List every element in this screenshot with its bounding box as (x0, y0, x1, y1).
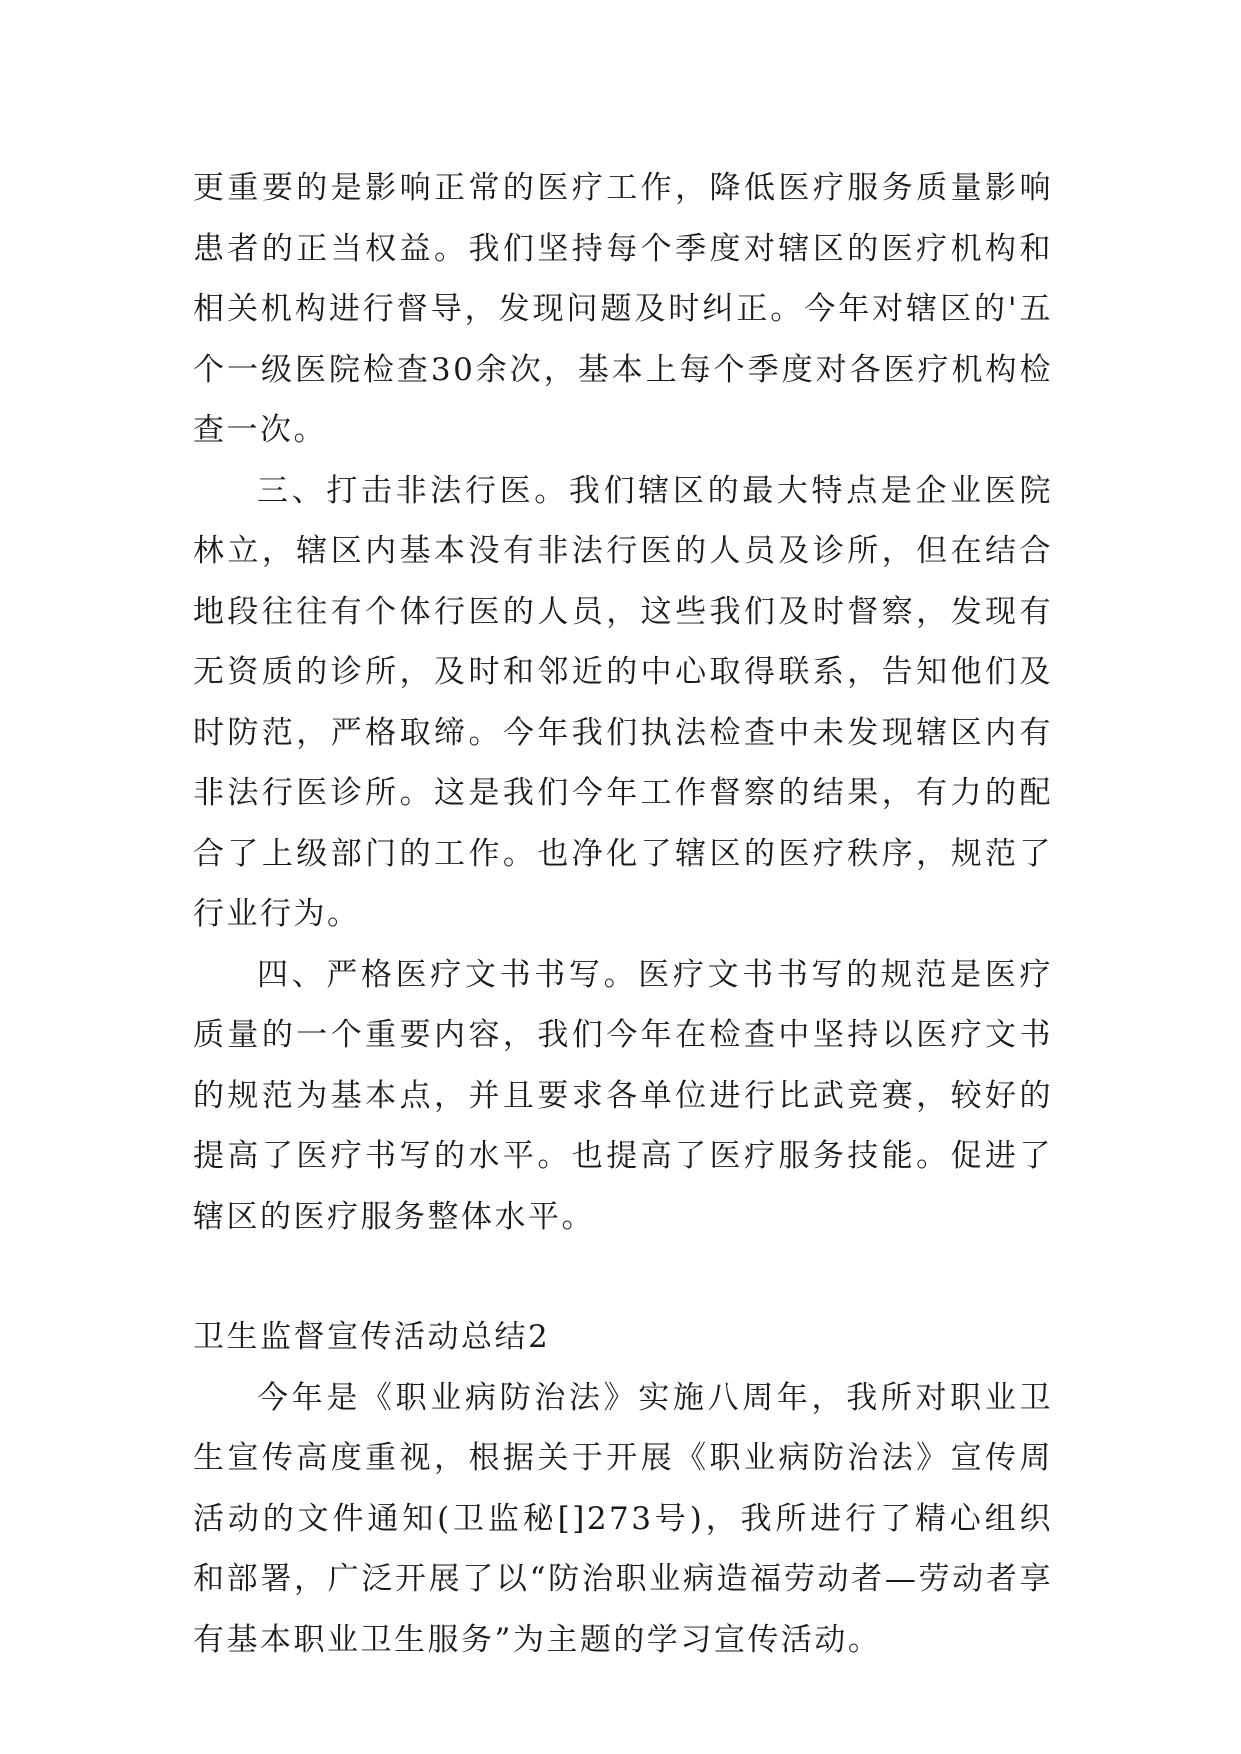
section-heading: 卫生监督宣传活动总结2 (193, 1319, 551, 1355)
paragraph-4: 今年是《职业病防治法》实施八周年，我所对职业卫生宣传高度重视，根据关于开展《职业病防治法》宣传周活动的文件通知(卫监秘[]273号)，我所进行了精心组织和部署，广泛开展了以“防治职业病造福劳动者—劳动者享有基本职业卫生服务”为主题的学习宣传活动。 (193, 1379, 1053, 1658)
section-spacer (193, 1247, 1053, 1307)
paragraph-3: 四、严格医疗文书书写。医疗文书书写的规范是医疗质量的一个重要内容，我们今年在检查中坚持以医疗文书的规范为基本点，并且要求各单位进行比武竞赛，较好的提高了医疗书写的水平。也提高了医疗服务技能。促进了辖区的医疗服务整体水平。 (193, 956, 1053, 1235)
paragraph-1: 更重要的是影响正常的医疗工作，降低医疗服务质量影响患者的正当权益。我们坚持每个季度对辖区的医疗机构和相关机构进行督导，发现问题及时纠正。今年对辖区的'五个一级医院检查30余次，基本上每个季度对各医疗机构检查一次。 (193, 170, 1053, 448)
document-body (193, 158, 1053, 1670)
paragraph-2: 三、打击非法行医。我们辖区的最大特点是企业医院林立，辖区内基本没有非法行医的人员及诊所，但在结合地段往往有个体行医的人员，这些我们及时督察，发现有无资质的诊所，及时和邻近的中心取得联系，告知他们及时防范，严格取缔。今年我们执法检查中未发现辖区内有非法行医诊所。这是我们今年工作督察的结果，有力的配合了上级部门的工作。也净化了辖区的医疗秩序，规范了行业行为。 (193, 472, 1053, 932)
